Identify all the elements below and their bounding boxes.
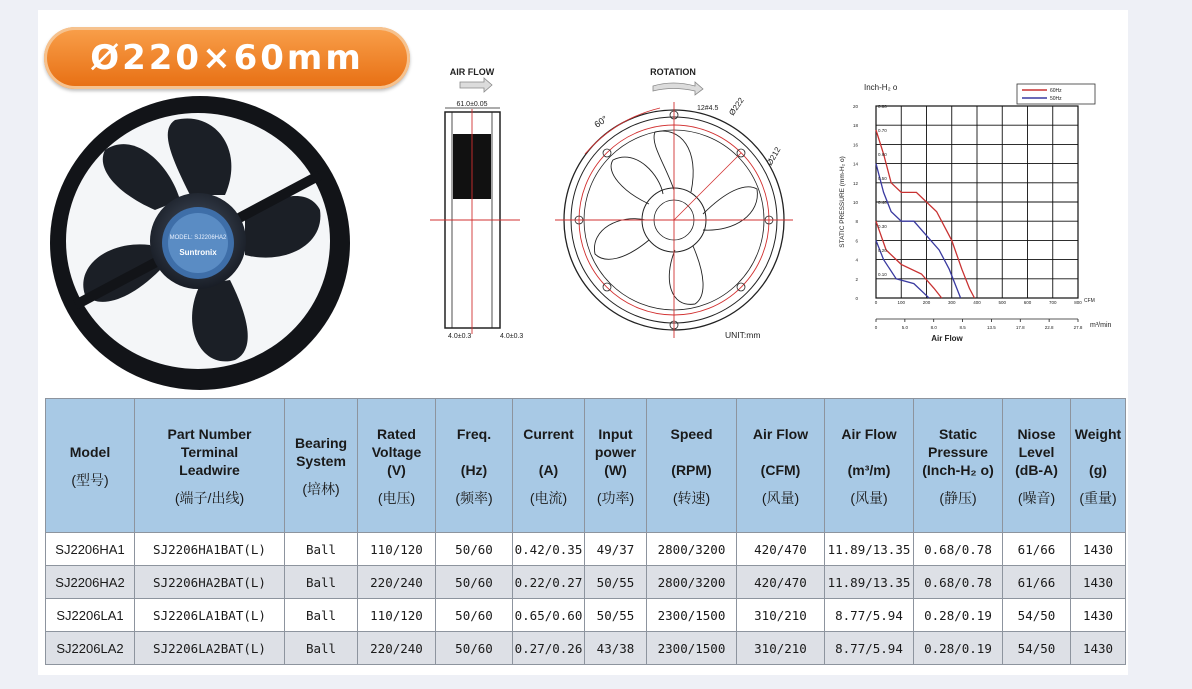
header-line: Niose [1017,425,1056,442]
table-cell: 50/55 [585,599,647,632]
x-unit-cfm: CFM [1084,298,1095,304]
header-line: (Inch-H₂ o) [922,461,994,478]
table-cell: Ball [285,632,358,665]
table-cell: 110/120 [358,599,436,632]
unit-label: UNIT:mm [725,330,761,340]
table-cell: 8.77/5.94 [825,599,914,632]
header-line: Freq. [456,425,492,442]
fan-label-model: MODEL: SJ2206HA2 [169,235,227,241]
column-header [585,399,647,533]
table-cell: SJ2206HA2 [46,566,135,599]
header-cn-label: (风量) [761,489,800,506]
table-cell: 50/60 [436,566,513,599]
front-dim-outer: Ø222 [727,95,746,118]
y-tick-mm: 6 [855,238,858,244]
table-cell: 1430 [1071,566,1126,599]
header-line: System [296,452,346,469]
x-tick-m3: 0 [874,325,878,330]
table-cell: 61/66 [1003,566,1071,599]
x-tick-cfm: 200 [922,300,931,305]
chart-legend [1017,84,1095,104]
y-tick-mm: 4 [855,257,858,263]
chart-y-title: STATIC PRESSURE (mm-H₂ o) [839,156,846,248]
spec-table [45,398,1126,665]
table-row [46,533,1126,566]
table-cell: 2800/3200 [647,566,737,599]
table-cell: SJ2206HA1 [46,533,135,566]
y-tick-inch: 0.80 [878,104,887,109]
table-cell: 50/60 [436,533,513,566]
column-header [914,399,1003,533]
y-tick-mm: 0 [855,296,858,301]
header-line: Level [1018,443,1055,460]
side-view-drawing [420,64,530,354]
header-cn-label: (频率) [455,489,493,506]
header-line: Static [938,425,978,442]
y-tick-inch: 0.40 [878,200,887,205]
size-title: Ø220×60mm [90,38,364,78]
table-cell: 310/210 [737,599,825,632]
table-cell: 310/210 [737,632,825,665]
header-line: Air Flow [841,425,897,442]
table-cell: 2300/1500 [647,632,737,665]
x-tick-m3: 5.0 [901,325,908,330]
table-row [46,566,1126,599]
x-tick-m3: 13.5 [987,325,996,330]
legend-60hz: 60Hz [1050,88,1062,94]
table-cell: 420/470 [737,566,825,599]
table-cell: 11.89/13.35 [825,566,914,599]
header-cn-label: (端子/出线) [174,489,245,506]
header-line: (RPM) [671,461,712,478]
front-view-caption: ROTATION [650,67,696,77]
y-tick-inch: 0.70 [878,128,887,133]
y-tick-inch: 0.20 [878,248,887,253]
column-header [647,399,737,533]
table-cell: 2800/3200 [647,533,737,566]
pq-chart [822,78,1132,350]
header-line: (m³/m) [847,461,891,478]
size-banner [44,27,410,89]
column-header [1071,399,1126,533]
y-tick-inch: 0.10 [878,272,887,277]
column-header [513,399,585,533]
y-tick-inch: 0.50 [878,176,887,181]
front-dim-inner: Ø212 [764,145,783,167]
table-cell: SJ2206HA2BAT(L) [135,566,285,599]
column-header [285,399,358,533]
header-cn-label: (噪音) [1017,489,1056,506]
column-header [46,399,135,533]
table-cell: SJ2206LA2BAT(L) [135,632,285,665]
header-line: Pressure [928,443,988,460]
x-tick-cfm: 600 [1023,300,1032,305]
header-cn-label: (电压) [377,489,416,506]
table-cell: Ball [285,599,358,632]
table-cell: 0.68/0.78 [914,566,1003,599]
x-unit-m3: m³/min [1090,322,1112,329]
fan-label-brand: Suntronix [179,248,217,257]
table-cell: 0.27/0.26 [513,632,585,665]
column-header [1003,399,1071,533]
header-line: (W) [604,461,627,478]
chart-top-label: Inch-H₂ o [864,83,898,92]
table-body [46,533,1126,665]
front-dim-angle: 60° [592,113,610,130]
front-dim-hole: 12#4.5 [697,105,719,112]
table-cell: 0.42/0.35 [513,533,585,566]
y-tick-mm: 8 [855,219,858,225]
header-line: (Hz) [460,461,488,478]
x-tick-cfm: 500 [998,300,1007,305]
table-cell: SJ2206LA2 [46,632,135,665]
header-line: Voltage [371,443,422,460]
header-line: (dB-A) [1015,461,1058,478]
header-line: Model [69,443,111,460]
table-cell: 0.28/0.19 [914,632,1003,665]
table-cell: 220/240 [358,632,436,665]
y-tick-mm: 10 [852,200,858,205]
table-cell: 50/60 [436,599,513,632]
x-tick-m3: 22.8 [1044,325,1054,330]
table-cell: 420/470 [737,533,825,566]
table-cell: 50/60 [436,632,513,665]
column-header [825,399,914,533]
header-line [647,443,736,461]
header-line: Terminal [180,443,239,460]
table-cell: 0.65/0.60 [513,599,585,632]
table-row [46,599,1126,632]
y-tick-mm: 12 [852,180,858,186]
side-view-caption: AIR FLOW [449,67,495,77]
table-cell: 54/50 [1003,632,1071,665]
column-header [737,399,825,533]
table-cell: 50/55 [585,566,647,599]
table-cell: 1430 [1071,599,1126,632]
x-tick-cfm: 700 [1048,300,1057,305]
x-tick-cfm: 400 [973,300,981,305]
side-view-dim-top: 61.0±0.05 [456,101,488,108]
x-tick-cfm: 0 [874,300,878,305]
header-line: (A) [538,461,559,478]
header-line [1071,443,1125,461]
table-cell: 110/120 [358,533,436,566]
table-cell: SJ2206LA1BAT(L) [135,599,285,632]
header-cn-label: (转速) [672,489,711,506]
header-line: Bearing [294,434,348,451]
header-cn-label: (静压) [939,489,977,506]
header-line [825,443,913,461]
x-tick-m3: 17.8 [1015,325,1025,330]
header-line: Weight [1074,425,1122,442]
y-tick-mm: 14 [852,161,858,167]
table-cell: 2300/1500 [647,599,737,632]
y-tick-mm: 18 [852,123,858,129]
header-line: (g) [1089,461,1107,478]
header-line: Part Number [167,425,252,442]
x-tick-cfm: 800 [1074,300,1082,305]
header-line [737,443,824,461]
x-tick-m3: 8.5 [959,325,966,330]
table-cell: 0.28/0.19 [914,599,1003,632]
table-cell: 43/38 [585,632,647,665]
table-row [46,632,1126,665]
header-cn-label: (风量) [850,489,888,506]
x-tick-cfm: 300 [947,300,956,305]
header-line [513,443,584,461]
table-cell: 220/240 [358,566,436,599]
column-header [436,399,513,533]
table-cell: 49/37 [585,533,647,566]
table-cell: 54/50 [1003,599,1071,632]
side-view-dim-br: 4.0±0.3 [500,333,524,340]
legend-50hz: 50Hz [1050,96,1062,102]
y-tick-mm: 2 [855,276,858,282]
table-cell: Ball [285,566,358,599]
header-line: Current [523,425,574,442]
header-line: power [594,443,637,460]
fan-photo [40,95,350,395]
header-line: Air Flow [752,425,809,442]
y-tick-mm: 20 [852,104,858,109]
header-cn-label: (重量) [1079,489,1117,506]
side-view-dim-bl: 4.0±0.3 [448,333,472,340]
table-cell: 1430 [1071,533,1126,566]
y-tick-inch: 0.60 [878,152,887,157]
header-cn-label: (功率) [596,489,635,506]
x-tick-m3: 27.8 [1073,325,1083,330]
table-cell: Ball [285,533,358,566]
front-view-drawing [545,64,805,354]
header-line: Leadwire [179,461,240,478]
table-cell: 1430 [1071,632,1126,665]
y-tick-mm: 16 [852,142,858,148]
table-cell: SJ2206HA1BAT(L) [135,533,285,566]
header-cn-label: (培林) [302,480,340,497]
header-line: Input [598,425,633,442]
x-tick-m3: 8.0 [930,325,937,330]
table-cell: 0.22/0.27 [513,566,585,599]
x-tick-cfm: 100 [897,300,906,305]
table-cell: 11.89/13.35 [825,533,914,566]
table-cell: SJ2206LA1 [46,599,135,632]
header-line: Speed [670,425,713,442]
y-tick-inch: 0.30 [878,224,887,229]
header-line: (CFM) [760,461,801,478]
header-cn-label: (电流) [529,489,568,506]
table-cell: 61/66 [1003,533,1071,566]
header-line: (V) [387,461,406,478]
chart-x-title: Air Flow [931,334,963,343]
column-header [135,399,285,533]
table-cell: 0.68/0.78 [914,533,1003,566]
column-header [358,399,436,533]
table-header-row [46,399,1126,533]
table-cell: 8.77/5.94 [825,632,914,665]
header-line [436,443,512,461]
header-line: Rated [377,425,416,442]
header-cn-label: (型号) [71,471,109,488]
